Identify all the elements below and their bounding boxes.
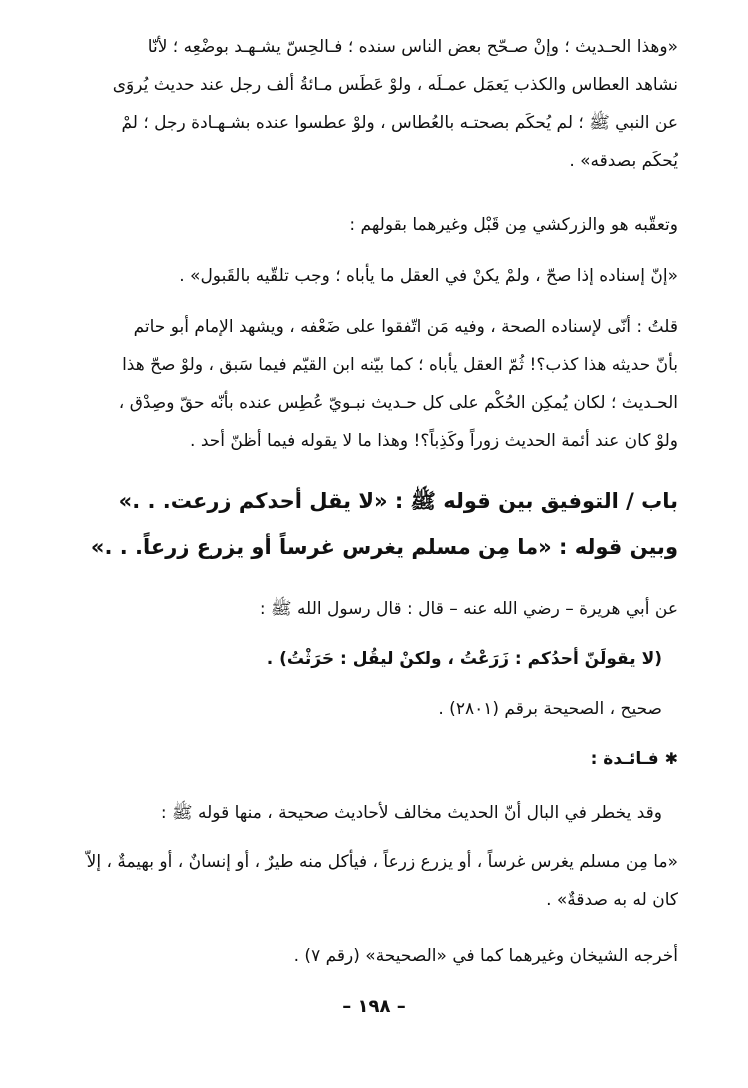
hadith-grading: [38, 690, 662, 728]
author-response-paragraph: [38, 308, 678, 460]
page-number: – ١٩٨ –: [342, 996, 406, 1017]
commentary-paragraph: [38, 206, 678, 244]
chapter-heading-line-1: باب / التوفيق بين قوله ﷺ : «لا يقل أحدكم زرعت. . .»: [118, 489, 678, 513]
text-line: وقد يخطر في البال أنّ الحديث مخالف لأحاديث صحيحة ، منها قوله ﷺ :: [160, 803, 662, 823]
text-line: عن أبي هريرة – رضي الله عنه – قال : قال رسول الله ﷺ :: [259, 599, 678, 619]
quote-paragraph-2: [38, 257, 678, 295]
text-line: نشاهد العطاس والكذب يَعمَل عمـلَه ، ولوْ عَطَس مـائةُ ألف رجل عند حديث يُروَى: [112, 75, 678, 95]
quote-paragraph-1: [38, 28, 678, 180]
text-line: عن النبي ﷺ ؛ لم يُحكَم بصحتـه بالعُطاس ، ولوْ عطسوا عنده بشـهـادة رجل ؛ لمْ: [121, 113, 678, 133]
text-line: كان له به صدقةٌ» .: [546, 890, 678, 910]
text-line: صحيح ، الصحيحة برقم (٢٨٠١) .: [438, 699, 662, 719]
hadith-text: [38, 640, 662, 678]
hadith-narration: [38, 590, 678, 628]
text-line: ولوْ كان عند أئمة الحديث زوراً وكَذِباً؟! وهذا ما لا يقوله فيما أظنّ أحد .: [190, 431, 678, 451]
text-line: «إنّ إسناده إذا صحّ ، ولمْ يكنْ في العقل ما يأباه ؛ وجب تلقّيه بالقَبول» .: [179, 266, 678, 286]
text-line: يُحكَم بصدقه» .: [569, 151, 678, 171]
benefit-source: [38, 937, 678, 975]
benefit-intro: [38, 794, 662, 832]
text-line: أخرجه الشيخان وغيرهما كما في «الصحيحة» (رقم ٧) .: [293, 946, 678, 966]
text-line: قلتُ : أنّى لإسناده الصحة ، وفيه مَن اتّفقوا على ضَعْفه ، ويشهد الإمام أبو حاتم: [133, 317, 678, 337]
benefit-title-text: فـائـدة :: [590, 749, 659, 769]
text-line: بأنّ حديثه هذا كذب؟! ثُمّ العقل يأباه ؛ كما بيّنه ابن القيّم فيما سَبق ، ولوْ صحّ هذا: [122, 355, 678, 375]
text-line: «وهذا الحـديث ؛ وإنْ صـحّح بعض الناس سنده ؛ فـالحِسّ يشـهـد بوضْعِه ؛ لأنّا: [147, 37, 678, 57]
benefit-quote: [38, 843, 678, 919]
text-line: (لا يقولَنّ أحدُكم : زَرَعْتُ ، ولكنْ ليقُل : حَرَثْتُ) .: [266, 649, 662, 669]
text-line: «ما مِن مسلم يغرس غرساً ، أو يزرع زرعاً ، فيأكل منه طيرٌ ، أو إنسانٌ ، أو بهيمةٌ ، إلاّ: [86, 852, 678, 872]
text-line: وتعقّبه هو والزركشي مِن قَبْل وغيرهما بقولهم :: [349, 215, 678, 235]
asterisk-icon: ✱: [664, 749, 678, 768]
benefit-title: [38, 740, 678, 778]
chapter-heading-line-2: وبين قوله : «ما مِن مسلم يغرس غرساً أو يزرع زرعاً. . .»: [90, 535, 678, 559]
text-line: الحـديث ؛ لكان يُمكِن الحُكْم على كل حـديث نبـويّ عُطِس عنده بأنّه حقّ وصِدْق ،: [118, 393, 678, 413]
